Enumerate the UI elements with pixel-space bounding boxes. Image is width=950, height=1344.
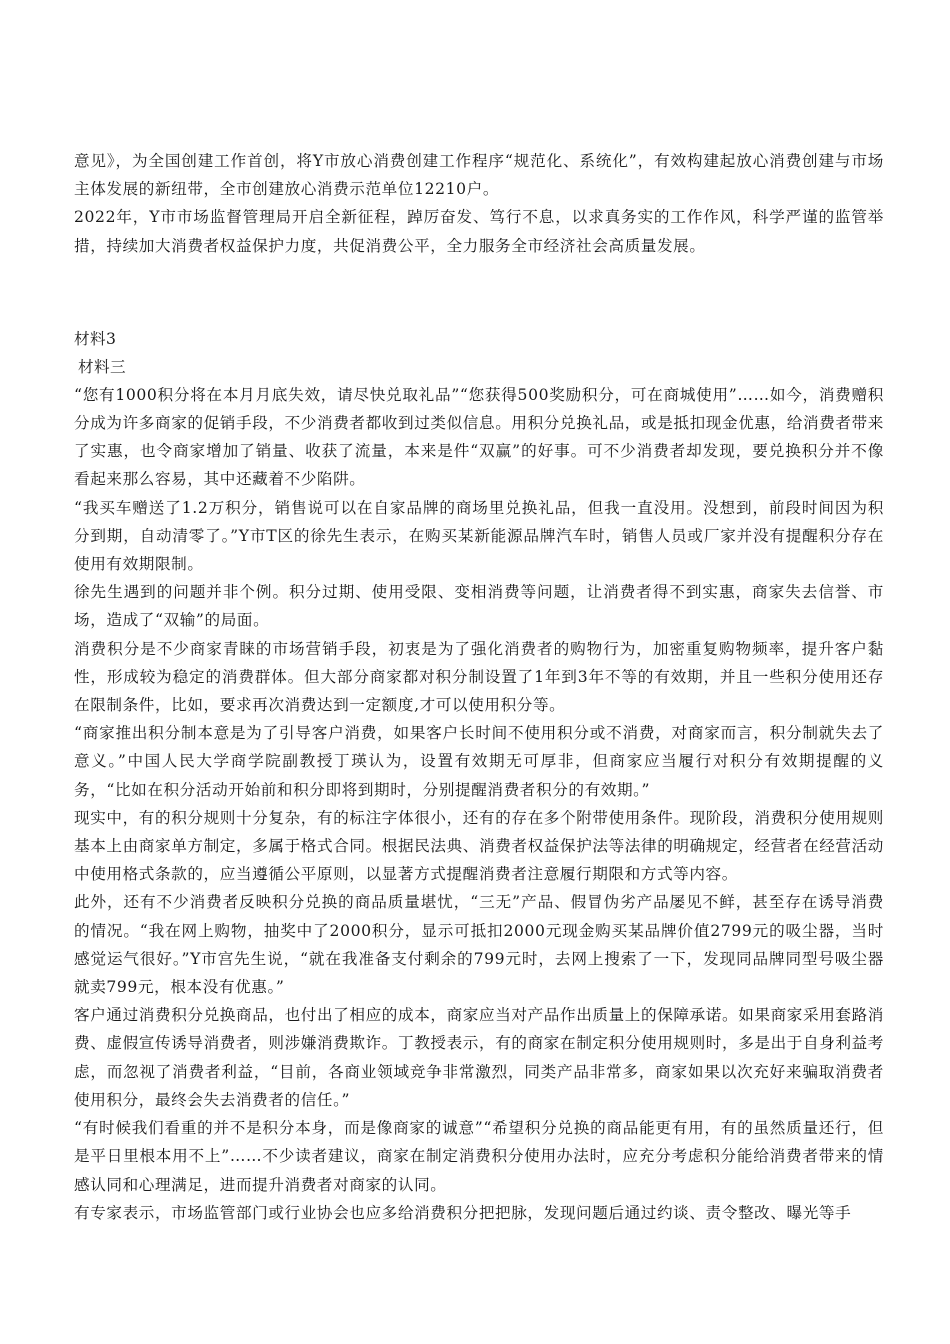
body-paragraph: “您有1000积分将在本月月底失效，请尽快兑取礼品”“您获得500奖励积分，可在商城使用”……如今，消费赠积分成为许多商家的促销手段，不少消费者都收到过类似信息。用积分兑换礼品，或是抵扣现金优惠，给消费者带来了实惠，也令商家增加了销量、收获了流量，本来是件“双赢”的好事。可不少消费者却发现，要兑换积分并不像看起来那么容易，其中还藏着不少陷阱。 [74,385,884,489]
body-paragraph: 消费积分是不少商家青睐的市场营销手段，初衷是为了强化消费者的购物行为，加密重复购物频率，提升客户黏性，形成较为稳定的消费群体。但大部分商家都对积分制设置了1年到3年不等的有效期，并且一些积分使用还存在限制条件，比如，要求再次消费达到一定额度,才可以使用积分等。 [74,639,884,715]
body-paragraph: 徐先生遇到的问题并非个例。积分过期、使用受限、变相消费等问题，让消费者得不到实惠，商家失去信誉、市场，造成了“双输”的局面。 [74,583,884,630]
body-paragraph: 现实中，有的积分规则十分复杂，有的标注字体很小，还有的存在多个附带使用条件。现阶段，消费积分使用规则基本上由商家单方制定，多属于格式合同。根据民法典、消费者权益保护法等法律的明确规定，经营者在经营活动中使用格式条款的，应当遵循公平原则，以显著方式提醒消费者注意履行期限和方式等内容。 [74,808,884,884]
section-heading: 材料3 [74,329,117,348]
intro-paragraph: 意见》，为全国创建工作首创，将Y市放心消费创建工作程序“规范化、系统化”，有效构建起放心消费创建与市场主体发展的新纽带，全市创建放心消费示范单位12210户。 [74,152,884,199]
body-paragraph: “我买车赠送了1.2万积分，销售说可以在自家品牌的商场里兑换礼品，但我一直没用。没想到，前段时间因为积分到期，自动清零了。”Y市T区的徐先生表示，在购买某新能源品牌汽车时，销售人员或厂家并没有提醒积分存在使用有效期限制。 [74,498,884,574]
document-page [74,147,884,1227]
intro-paragraph: 2022年，Y市市场监督管理局开启全新征程，踔厉奋发、笃行不息，以求真务实的工作作风，科学严谨的监管举措，持续加大消费者权益保护力度，共促消费公平，全力服务全市经济社会高质量发展。 [74,208,884,255]
body-paragraph: 有专家表示，市场监管部门或行业协会也应多给消费积分把把脉，发现问题后通过约谈、责令整改、曝光等手 [74,1203,852,1222]
body-paragraph: 此外，还有不少消费者反映积分兑换的商品质量堪忧，“三无”产品、假冒伪劣产品屡见不鲜，甚至存在诱导消费的情况。“我在网上购物，抽奖中了2000积分，显示可抵扣2000元现金购买某品牌价值2799元的吸尘器，当时感觉运气很好。”Y市宫先生说，“就在我准备支付剩余的799元时，去网上搜索了一下，发现同品牌同型号吸尘器就卖799元，根本没有优惠。” [74,893,884,997]
section-gap [74,260,884,325]
body-paragraph: “有时候我们看重的并不是积分本身，而是像商家的诚意”“希望积分兑换的商品能更有用，有的虽然质量还行，但是平日里根本用不上”……不少读者建议，商家在制定消费积分使用办法时，应充分考虑积分能给消费者带来的情感认同和心理满足，进而提升消费者对商家的认同。 [74,1119,884,1194]
body-paragraph: “商家推出积分制本意是为了引导客户消费，如果客户长时间不使用积分或不消费，对商家而言，积分制就失去了意义。”中国人民大学商学院副教授丁瑛认为，设置有效期无可厚非，但商家应当履行对积分有效期提醒的义务，“比如在积分活动开始前和积分即将到期时，分别提醒消费者积分的有效期。” [74,724,884,799]
section-subheading: 材料三 [78,357,126,376]
body-paragraph: 客户通过消费积分兑换商品，也付出了相应的成本，商家应当对产品作出质量上的保障承诺。如果商家采用套路消费、虚假宣传诱导消费者，则涉嫌消费欺诈。丁教授表示，有的商家在制定积分使用规则时，多是出于自身利益考虑，而忽视了消费者利益，“目前，各商业领域竞争非常激烈，同类产品非常多，商家如果以次充好来骗取消费者使用积分，最终会失去消费者的信任。” [74,1006,884,1109]
